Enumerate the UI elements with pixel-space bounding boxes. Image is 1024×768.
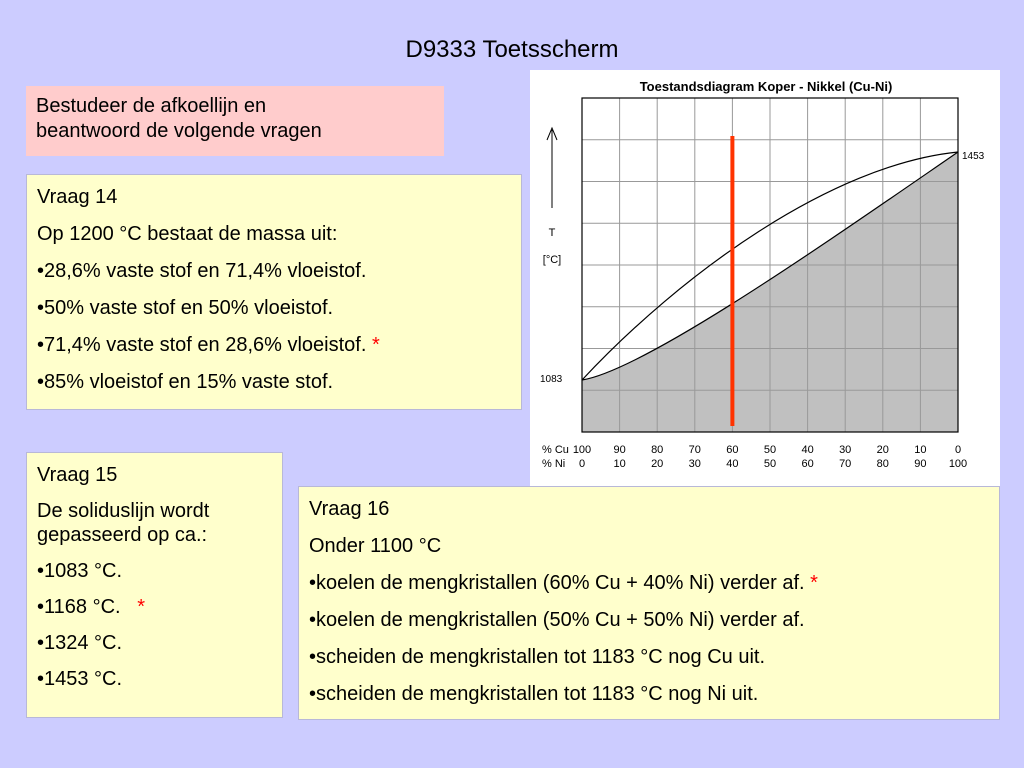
x-tick-label-ni: 20 (651, 458, 664, 470)
question-15-option-2[interactable]: •1168 °C. * (37, 596, 146, 618)
correct-answer-marker: * (371, 334, 380, 356)
question-16-option-4[interactable]: •scheiden de mengkristallen tot 1183 °C nog Ni uit. (309, 683, 759, 705)
x-tick-label-cu: 0 (954, 444, 962, 456)
question-14-option-2[interactable]: •50% vaste stof en 50% vloeistof. (37, 297, 334, 319)
instruction-box (26, 86, 444, 156)
x-tick-label-ni: 90 (914, 458, 927, 470)
question-14-prompt: Op 1200 °C bestaat de massa uit: (37, 223, 338, 245)
x-row-label-ni: % Ni (542, 458, 566, 470)
x-tick-label-cu: 20 (876, 444, 889, 456)
question-15-box (26, 452, 283, 718)
x-tick-label-ni: 80 (876, 458, 889, 470)
question-14-option-1[interactable]: •28,6% vaste stof en 71,4% vloeistof. (37, 260, 367, 282)
instruction-line-1: Bestudeer de afkoellijn en (36, 95, 267, 117)
chart-title: Toestandsdiagram Koper - Nikkel (Cu-Ni) (639, 79, 893, 94)
x-tick-label-cu: 70 (688, 444, 701, 456)
y-axis-label: T (548, 227, 556, 239)
question-14-heading: Vraag 14 (37, 186, 118, 208)
x-tick-label-cu: 60 (726, 444, 739, 456)
x-tick-label-cu: 100 (572, 444, 592, 456)
phase-diagram-svg (530, 70, 1000, 486)
x-ticks-ni (579, 458, 967, 470)
x-tick-label-ni: 40 (726, 458, 739, 470)
question-15-option-4[interactable]: •1453 °C. (37, 668, 123, 690)
x-row-label-cu: % Cu (542, 444, 569, 456)
x-ticks-cu (573, 444, 961, 456)
correct-answer-marker: * (137, 596, 146, 618)
x-tick-label-cu: 50 (763, 444, 777, 456)
question-15-prompt-line-2: gepasseerd op ca.: (37, 524, 208, 546)
x-tick-label-ni: 10 (613, 458, 626, 470)
question-14-option-3[interactable]: •71,4% vaste stof en 28,6% vloeistof. * (37, 334, 380, 356)
y-label-melting-cu: 1083 (540, 374, 563, 385)
page-title: D9333 Toetsscherm (405, 36, 619, 63)
x-tick-label-ni: 60 (801, 458, 814, 470)
question-15-option-3[interactable]: •1324 °C. (37, 632, 123, 654)
question-16-option-2[interactable]: •koelen de mengkristallen (50% Cu + 50% Ni) verder af. (309, 609, 805, 631)
question-16-box (298, 486, 1000, 720)
question-14-box (26, 174, 522, 410)
question-16-prompt: Onder 1100 °C (309, 535, 442, 557)
x-tick-label-cu: 30 (839, 444, 852, 456)
question-16-option-3[interactable]: •scheiden de mengkristallen tot 1183 °C nog Cu uit. (309, 646, 766, 668)
x-tick-label-ni: 50 (763, 458, 777, 470)
instruction-line-2: beantwoord de volgende vragen (36, 120, 322, 142)
question-14-option-4[interactable]: •85% vloeistof en 15% vaste stof. (37, 371, 334, 393)
question-15-option-1[interactable]: •1083 °C. (37, 560, 123, 582)
x-tick-label-cu: 10 (914, 444, 927, 456)
correct-answer-marker: * (810, 572, 818, 594)
question-16-heading: Vraag 16 (309, 498, 390, 520)
x-tick-label-cu: 80 (651, 444, 664, 456)
x-tick-label-cu: 40 (801, 444, 814, 456)
y-label-melting-ni: 1453 (962, 151, 985, 162)
question-15-heading: Vraag 15 (37, 464, 118, 486)
x-tick-label-ni: 30 (688, 458, 701, 470)
question-16-option-1[interactable]: •koelen de mengkristallen (60% Cu + 40% Ni) verder af. * (309, 572, 818, 594)
x-tick-label-cu: 90 (613, 444, 626, 456)
x-tick-label-ni: 70 (839, 458, 852, 470)
phase-diagram (530, 70, 1000, 486)
y-axis-unit: [°C] (542, 254, 562, 266)
question-15-prompt-line-1: De soliduslijn wordt (37, 500, 210, 522)
x-tick-label-ni: 0 (578, 458, 586, 470)
x-tick-label-ni: 100 (948, 458, 968, 470)
